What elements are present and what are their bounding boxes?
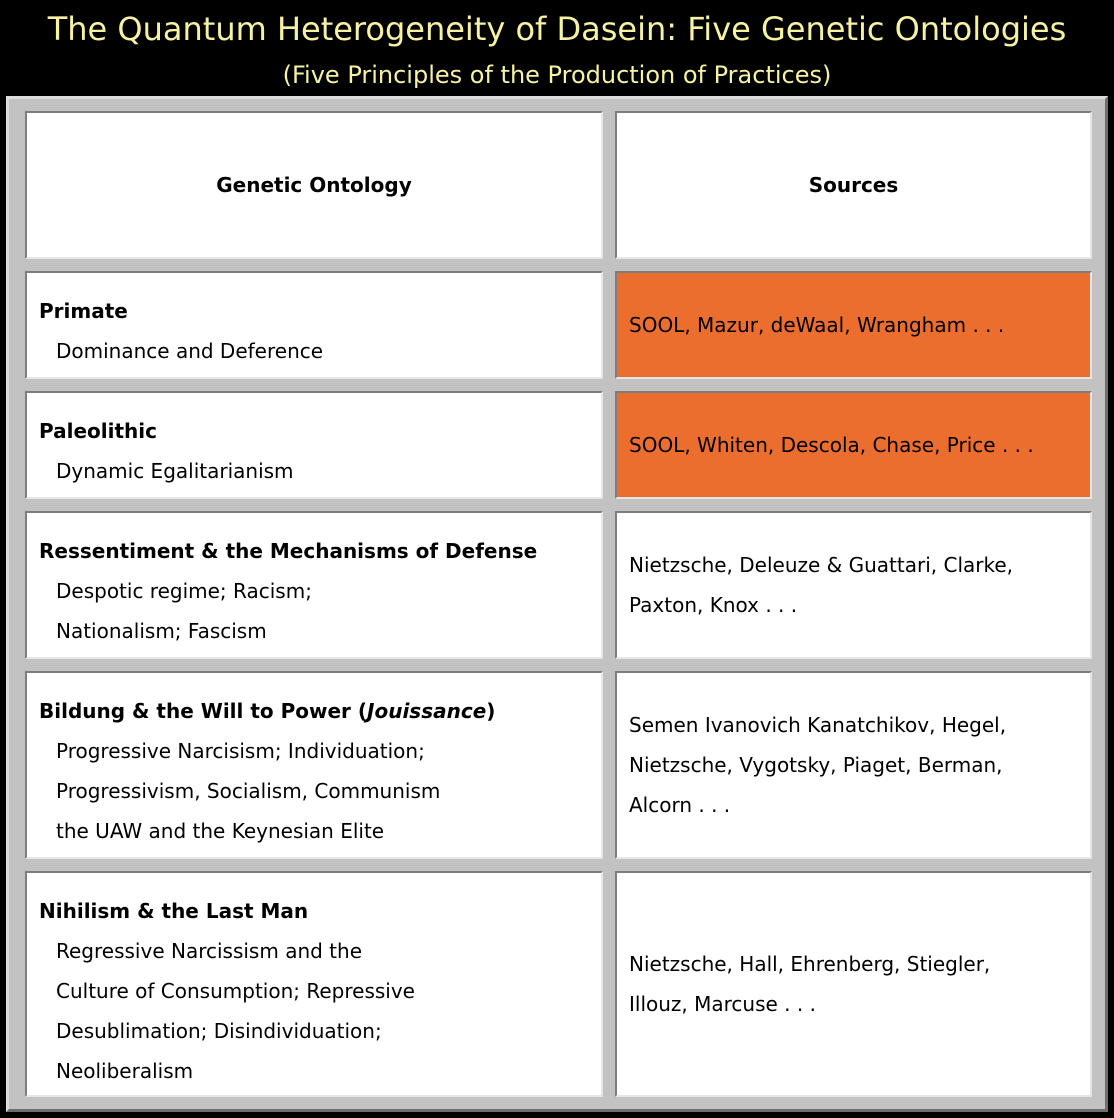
title-block — [0, 0, 1114, 96]
ontology-description-line: Neoliberalism — [56, 1059, 194, 1083]
ontology-name-suffix: ) — [486, 699, 496, 723]
ontology-cell-ressentiment — [25, 511, 603, 659]
ontology-name: Paleolithic — [39, 419, 157, 443]
ontology-cell-primate — [25, 271, 603, 379]
ontology-table — [6, 96, 1108, 1112]
ontology-cell-nihilism — [25, 871, 603, 1097]
ontology-name-italic: Jouissance — [367, 699, 487, 723]
ontology-description-line: Progressive Narcisism; Individuation; — [56, 739, 425, 763]
ontology-name: Ressentiment & the Mechanisms of Defense — [39, 539, 538, 563]
sources-line: Semen Ivanovich Kanatchikov, Hegel, — [629, 713, 1007, 737]
header-cell-genetic-ontology — [25, 111, 603, 259]
page-subtitle: (Five Principles of the Production of Practices) — [282, 61, 832, 89]
sources-cell-paleolithic — [615, 391, 1092, 499]
sources-line: Illouz, Marcuse . . . — [629, 992, 816, 1016]
ontology-cell-paleolithic — [25, 391, 603, 499]
ontology-description-line: Regressive Narcissism and the — [56, 939, 362, 963]
ontology-name — [39, 691, 593, 731]
header-label-sources: Sources — [808, 173, 899, 197]
sources-line: Nietzsche, Hall, Ehrenberg, Stiegler, — [629, 952, 991, 976]
ontology-name: Primate — [39, 299, 128, 323]
sources-line: SOOL, Whiten, Descola, Chase, Price . . . — [629, 433, 1034, 457]
sources-cell-primate — [615, 271, 1092, 379]
header-cell-sources — [615, 111, 1092, 259]
sources-line: Nietzsche, Deleuze & Guattari, Clarke, — [629, 553, 1014, 577]
ontology-name-text: Bildung & the Will to Power ( — [39, 699, 368, 723]
ontology-description-line: Nationalism; Fascism — [56, 619, 267, 643]
sources-cell-nihilism — [615, 871, 1092, 1097]
sources-line: Nietzsche, Vygotsky, Piaget, Berman, — [629, 753, 1003, 777]
sources-cell-bildung — [615, 671, 1092, 859]
sources-line: Paxton, Knox . . . — [629, 593, 798, 617]
sources-cell-ressentiment — [615, 511, 1092, 659]
ontology-description-line: Desublimation; Disindividuation; — [56, 1019, 382, 1043]
ontology-description-line: Despotic regime; Racism; — [56, 579, 312, 603]
ontology-name: Nihilism & the Last Man — [39, 899, 309, 923]
ontology-description-line: Progressivism, Socialism, Communism — [56, 779, 441, 803]
ontology-description-line: the UAW and the Keynesian Elite — [56, 819, 385, 843]
page-title: The Quantum Heterogeneity of Dasein: Five Genetic Ontologies — [47, 10, 1067, 48]
sources-line: SOOL, Mazur, deWaal, Wrangham . . . — [629, 313, 1005, 337]
header-label-genetic-ontology: Genetic Ontology — [216, 173, 412, 197]
ontology-description-line: Dynamic Egalitarianism — [56, 459, 294, 483]
sources-line: Alcorn . . . — [629, 793, 731, 817]
ontology-description-line: Culture of Consumption; Repressive — [56, 979, 415, 1003]
ontology-cell-bildung — [25, 671, 603, 859]
ontology-description-line: Dominance and Deference — [56, 339, 324, 363]
